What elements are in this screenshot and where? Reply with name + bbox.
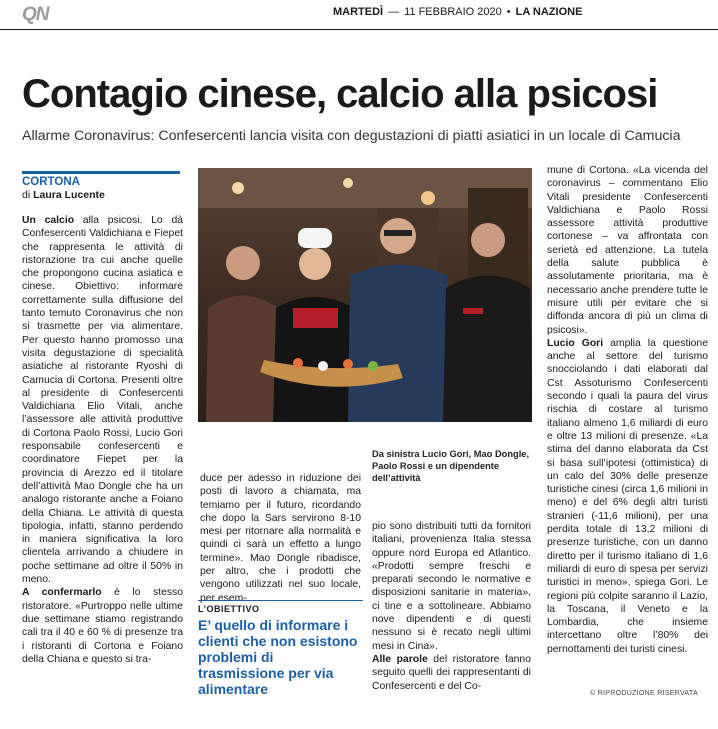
restaurant-photo-image	[198, 168, 532, 422]
masthead	[0, 0, 718, 30]
photo-caption: Da sinistra Lucio Gori, Mao Dongle, Paolo Rossi e un dipendente dell’attività	[372, 449, 530, 483]
article-headline: Contagio cinese, calcio alla psicosi	[22, 72, 658, 116]
byline	[22, 189, 180, 201]
lead-bold: Lucio Gori	[547, 337, 604, 349]
article-photo	[198, 168, 532, 422]
article-column-2	[200, 472, 361, 605]
pull-quote-text: E’ quello di informare i clienti che non esistono problemi di trasmissione per via alimentare	[198, 617, 358, 697]
paragraph-text: è lo stesso ristoratore. «Purtroppo nelle ultime due settimane stiamo registrando cali tra il 40 e 60 % di presenze tra i ristoranti di Cortona e Foiano della Chiana e questo si tra-	[22, 587, 183, 665]
paragraph: mune di Cortona. «La vicenda del coronavirus – commentano Elio Vitali presidente Confesercenti Valdichiana e Paolo Rossi assessore attività produttive cortonese – va affrontata con serietà ed attenzione. La tutela della salute pubblica è assolutamente prioritaria, ma è necessario anche prendere tutte le misure utili per evitare che si diffonda ancora di più un clima di psicosi».	[547, 165, 708, 336]
article-subhead: Allarme Coronavirus: Confesercenti lancia visita con degustazioni di piatti asiatici in un locale di Camucia	[22, 128, 681, 144]
dateline: MARTEDÌ — 11 FEBBRAIO 2020 • LA NAZIONE	[333, 6, 583, 18]
paragraph-text: alla psicosi. Lo dà Confesercenti Valdichiana e Fiepet che rappresenta le attività di ristorazione tra cui anche quelle che propongono cucina asiatica e cinese. Obiettivo: informare correttamente sulla diffusione del tanto temuto Coronavirus che non si trasmette per via alimentare. Per questo hanno promosso una visita degustazione di specialità asiatiche al ristorante Ryoshi di Camucia di Cortona. Presenti oltre al presidente di Confesercenti Valdichiana Elio Vitali, anche l’assessore alle attività produttive di Cortona Paolo Rossi, Lucio Gori responsabile confesercenti e coordinatore Fiepet per la provincia di Arezzo ed il titolare dell’attività Mao Dongle che ha un analogo ristorante anche a Foiano della Chiana. Le attività di questa tipologia, infatti, stanno perdendo in maniera significativa la loro clientela arrivando a chiudere in poche settimane ad oltre il 50% in meno.	[22, 215, 183, 586]
dateline-paper: LA NAZIONE	[515, 6, 583, 18]
lead-bold: Un calcio	[22, 215, 75, 226]
paragraph: pio sono distribuiti tutti da fornitori italiani, provenienza Italia stessa oppure nord Europa ed Atlantico. «Prodotti sempre freschi e preparati secondo le normative e disposizioni sanitarie in materia», ci tine e a sottolineare. Abbiamo nove dipendenti e di questi nessuno si è recato negli ultimi mesi in Cina».	[372, 521, 531, 652]
byline-author: Laura Lucente	[33, 189, 105, 201]
article-column-4	[547, 164, 708, 656]
dateline-day: MARTEDÌ	[333, 6, 384, 18]
lead-bold: Alle parole	[372, 653, 428, 665]
article-column-3	[372, 520, 531, 693]
copyright-notice: © RIPRODUZIONE RISERVATA	[590, 690, 698, 697]
section-name: CORTONA	[22, 176, 80, 188]
section-tag	[22, 171, 180, 201]
dateline-date: 11 FEBBRAIO 2020	[404, 6, 502, 18]
paragraph	[22, 214, 183, 586]
paragraph: duce per adesso in riduzione dei posti di lavoro a chiamata, ma temiamo per il futuro, ricordando che dopo la Sars servirono 8-10 mesi per ritornare alla normalità e quindi ci sarà un effetto a lungo termine». Mao Dongle ribadisce, per altro, che i prodotti che vengono utilizzati nel suo locale, per esem-	[200, 473, 361, 604]
newspaper-logo: QN	[22, 4, 49, 25]
article-column-1	[22, 214, 183, 666]
pull-quote-label: L’OBIETTIVO	[198, 604, 260, 614]
byline-prefix: di	[22, 189, 31, 201]
lead-bold: A confermarlo	[22, 587, 102, 599]
paragraph-text: amplia la questione anche al settore del turismo snocciolando i dati elaborati dal Cst Assoturismo Confesercenti secondo i quali la paura del virus rischia di costare al turismo italiano almeno 1,6 miliardi di euro e oltre 13 milioni di presenze. «La stima del danno elaborata da Cst si basa sull’ipotesi (ottimistica) di un calo del 30% delle presenze turistiche cinesi (circa 1,6 milioni in meno) e del 6% degli altri turisti stranieri (-11,6 milioni), per una perdita totale di 13,2 milioni di presenze turistiche, con un danno diretto per il turismo italiano di 1,6 miliardi di euro di spesa per servizi turistici in meno», spiega Gori. Le regioni più colpite saranno il Lazio, la Toscana, il Veneto e la Lombardia, che insieme intercettano oltre l’80% dei pernottamenti dei turisti cinesi.	[547, 337, 708, 655]
paragraph	[547, 337, 708, 656]
paragraph-text: del ristoratore fanno seguito quelli dei rappresentanti di Confesercenti e del Co-	[372, 653, 531, 692]
pull-quote-box	[198, 600, 363, 697]
paragraph	[372, 653, 531, 693]
paragraph	[22, 586, 183, 666]
